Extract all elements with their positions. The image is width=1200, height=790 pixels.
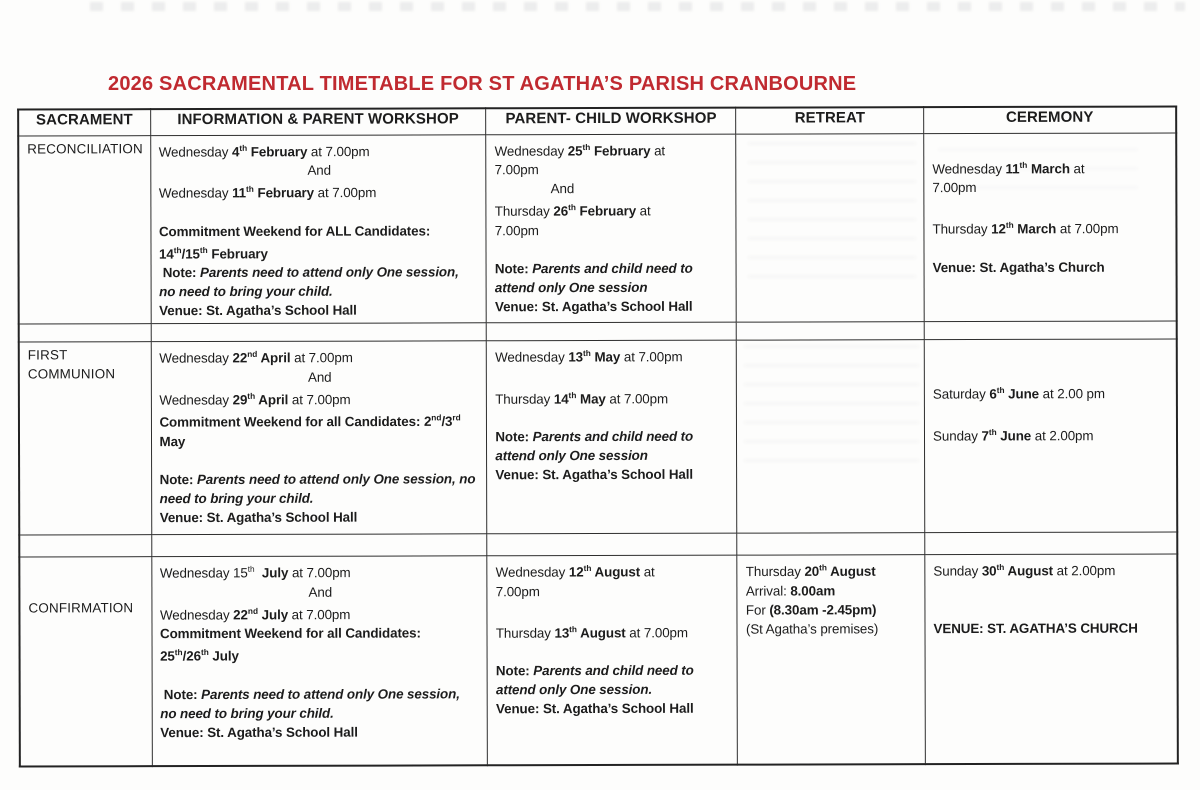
text-segment: July xyxy=(208,648,239,664)
spacer-cell xyxy=(737,322,925,340)
text-segment: Parents need to attend only One session, no xyxy=(196,471,476,487)
cell-line xyxy=(496,642,731,662)
cell-line xyxy=(160,582,481,602)
timetable-row xyxy=(19,339,1178,535)
text-segment: Note: xyxy=(495,429,533,445)
text-segment: Note: xyxy=(494,261,533,277)
cell-line xyxy=(495,160,730,180)
text-segment: 30 xyxy=(981,563,997,579)
text-segment: 7.00pm xyxy=(932,180,977,196)
text-segment: Thursday xyxy=(932,221,992,238)
cell-line xyxy=(933,362,1170,382)
cell-line xyxy=(495,367,730,387)
sacrament-cell xyxy=(18,136,150,325)
text-segment: 12 xyxy=(568,564,584,580)
text-segment: th xyxy=(1005,220,1014,231)
text-segment: March xyxy=(1027,161,1070,177)
cell-line xyxy=(496,582,731,602)
timetable-row xyxy=(19,554,1178,766)
cell-line xyxy=(933,599,1170,619)
text-segment: th xyxy=(583,563,592,574)
cell-line xyxy=(932,216,1169,239)
cell-line xyxy=(495,297,730,317)
spacer-cell xyxy=(487,534,737,557)
text-segment: Commitment Weekend for all Candidates: xyxy=(159,625,421,642)
text-segment: Venue: St. Agatha’s Church xyxy=(932,259,1105,276)
cell-line xyxy=(159,409,480,432)
timetable-table xyxy=(17,105,1179,767)
column-header: PARENT- CHILD WORKSHOP xyxy=(486,108,736,135)
text-segment: February xyxy=(247,144,308,160)
cell-line xyxy=(159,180,480,203)
column-header: CEREMONY xyxy=(924,106,1177,133)
text-segment: Wednesday 15 xyxy=(159,565,248,582)
cell-line xyxy=(160,601,481,624)
cell-line xyxy=(495,446,730,466)
text-segment: at 7.00pm xyxy=(605,391,669,407)
text-segment: at xyxy=(640,564,655,580)
cell-line xyxy=(160,469,481,489)
text-segment: th xyxy=(819,562,827,573)
text-segment: (8.30am -2.45pm) xyxy=(769,602,877,618)
cell-line xyxy=(27,139,144,158)
text-segment: June xyxy=(1004,386,1040,402)
cell-line xyxy=(160,488,481,508)
spacer-cell xyxy=(737,533,925,555)
info-cell xyxy=(151,341,487,535)
retreat-cell xyxy=(737,340,925,533)
cell-line xyxy=(28,561,145,580)
text-segment: VENUE: ST. AGATHA’S CHURCH xyxy=(933,620,1138,636)
cell-line xyxy=(160,665,481,685)
text-segment: And xyxy=(307,163,331,179)
ceremony-cell xyxy=(924,339,1177,533)
text-segment: at 2.00pm xyxy=(1052,563,1116,579)
text-segment: Commitment Weekend for ALL Candidates: xyxy=(158,223,431,240)
cell-line xyxy=(159,431,480,451)
spacer-cell xyxy=(151,323,487,342)
text-segment: th xyxy=(568,202,576,213)
text-segment: Venue: St. Agatha’s School Hall xyxy=(495,467,693,483)
text-segment: 26 xyxy=(553,204,569,220)
cell-line xyxy=(496,680,731,700)
text-segment: 7.00pm xyxy=(494,223,539,239)
cell-line xyxy=(496,620,731,643)
column-header: RETREAT xyxy=(736,107,924,134)
text-segment: Wednesday xyxy=(159,392,233,408)
text-segment: th xyxy=(246,184,254,195)
text-segment: 2 xyxy=(423,414,432,430)
cell-line xyxy=(160,560,481,583)
text-segment: th xyxy=(173,245,182,256)
info-cell xyxy=(151,556,487,766)
text-segment: July xyxy=(257,607,289,623)
text-segment: RECONCILIATION xyxy=(27,141,143,157)
text-segment: at xyxy=(650,143,666,159)
cell-line xyxy=(746,559,919,582)
text-segment: May xyxy=(576,391,606,407)
cell-line xyxy=(160,450,481,470)
text-segment: May xyxy=(159,433,186,449)
cell-line xyxy=(159,345,480,368)
text-segment: June xyxy=(996,428,1032,444)
spacer-cell xyxy=(19,535,151,557)
text-segment: /3 xyxy=(441,414,453,430)
cell-line xyxy=(159,221,480,241)
text-segment: 20 xyxy=(804,564,820,580)
text-segment: Sunday xyxy=(933,428,982,444)
sacrament-cell xyxy=(19,342,152,535)
cell-line xyxy=(28,346,145,365)
text-segment: th xyxy=(247,390,256,401)
column-header: INFORMATION & PARENT WORKSHOP xyxy=(150,108,486,135)
spacer-cell xyxy=(924,321,1177,340)
text-segment: August xyxy=(576,625,626,641)
cell-line xyxy=(160,684,481,704)
cell-line xyxy=(495,179,730,199)
text-segment: th xyxy=(996,385,1005,396)
cell-line xyxy=(159,161,480,181)
cell-line xyxy=(495,259,730,279)
text-segment: 7.00pm xyxy=(494,162,539,178)
spacer-cell xyxy=(19,324,151,342)
cell-line xyxy=(159,263,480,283)
text-segment: at 7.00pm xyxy=(290,350,353,366)
cell-line xyxy=(28,580,145,599)
cell-line xyxy=(160,624,481,644)
cell-line xyxy=(746,581,919,600)
spacer-cell xyxy=(487,323,737,342)
cell-line xyxy=(933,580,1170,600)
text-segment: at 2.00 pm xyxy=(1039,386,1105,402)
text-segment: th xyxy=(239,142,248,153)
text-segment: 14 xyxy=(553,391,569,407)
column-header: SACRAMENT xyxy=(18,109,150,136)
ceremony-cell xyxy=(925,554,1178,764)
cell-line xyxy=(159,282,480,302)
spacer-row xyxy=(19,532,1177,557)
cell-line xyxy=(496,661,731,681)
cell-line xyxy=(28,365,145,384)
text-segment: February xyxy=(575,203,637,219)
cell-line xyxy=(932,137,1169,157)
text-segment: February xyxy=(590,143,651,159)
retreat-cell xyxy=(737,555,925,764)
text-segment: August xyxy=(591,564,641,580)
text-segment: 29 xyxy=(232,392,248,408)
text-segment: 12 xyxy=(991,221,1006,237)
cell-line xyxy=(934,618,1171,638)
page-title: 2026 SACRAMENTAL TIMETABLE FOR ST AGATHA’S PARISH CRANBOURNE xyxy=(108,73,857,95)
cell-line xyxy=(933,422,1170,445)
text-segment: at 2.00pm xyxy=(1031,428,1094,444)
cell-line xyxy=(933,403,1170,423)
text-segment: no need to bring your child. xyxy=(160,705,334,721)
retreat-cell xyxy=(736,134,924,323)
text-segment: th xyxy=(988,426,997,437)
cell-line xyxy=(933,257,1170,277)
cell-line xyxy=(933,558,1170,581)
text-segment: CONFIRMATION xyxy=(28,600,134,616)
cell-line xyxy=(495,465,730,485)
cell-line xyxy=(159,386,480,409)
text-segment: th xyxy=(582,348,591,359)
timetable-row xyxy=(18,133,1176,324)
text-segment: 13 xyxy=(568,349,584,365)
cell-line xyxy=(746,600,919,619)
text-segment: 11 xyxy=(232,185,247,201)
cell-line xyxy=(159,367,480,387)
text-segment: Wednesday xyxy=(495,564,569,581)
text-segment: Venue: St. Agatha’s School Hall xyxy=(496,701,694,717)
text-segment: Venue: St. Agatha’s School Hall xyxy=(494,298,693,315)
text-segment: Commitment Weekend for all Candidates: xyxy=(159,414,424,430)
text-segment: at 7.00pm xyxy=(288,606,351,623)
text-segment: th xyxy=(174,647,183,658)
text-segment: Wednesday xyxy=(159,350,233,367)
text-segment: Wednesday xyxy=(494,143,568,159)
text-segment: Arrival: xyxy=(745,583,791,599)
text-segment: Thursday xyxy=(495,625,555,641)
cell-line xyxy=(933,381,1170,404)
text-segment: /26 xyxy=(182,648,201,664)
text-segment: at xyxy=(636,203,651,219)
text-segment: th xyxy=(1019,159,1028,170)
cell-line xyxy=(932,197,1169,217)
cell-line xyxy=(496,601,731,621)
text-segment: Wednesday xyxy=(158,185,233,202)
text-segment: Parents and child need to xyxy=(533,663,694,679)
text-segment: Venue: St. Agatha’s School Hall xyxy=(160,724,358,740)
spacer-cell xyxy=(925,532,1178,555)
text-segment: Saturday xyxy=(932,386,990,402)
text-segment: For xyxy=(745,602,770,618)
text-segment: August xyxy=(1004,563,1054,579)
ceremony-cell xyxy=(924,133,1177,322)
cell-line xyxy=(495,198,730,221)
sacrament-cell xyxy=(19,557,152,766)
text-segment: at 7.00pm xyxy=(1056,221,1119,237)
text-segment: at 7.00pm xyxy=(313,185,377,201)
text-segment: 14 xyxy=(159,246,174,262)
cell-line xyxy=(495,408,730,428)
cell-line xyxy=(746,619,919,638)
text-segment: Parents and child need to xyxy=(532,429,694,445)
text-segment: need to bring your child. xyxy=(159,490,314,506)
text-segment: Parents need to attend only One session, xyxy=(200,264,459,281)
parent-child-cell xyxy=(487,556,738,766)
text-segment: Sunday xyxy=(933,563,982,579)
text-segment: FIRST xyxy=(27,347,68,363)
spacer-cell xyxy=(151,534,487,557)
cell-line xyxy=(495,240,730,260)
text-segment: Wednesday xyxy=(495,349,569,366)
cell-line xyxy=(495,427,730,447)
cell-line xyxy=(159,202,480,222)
text-segment: And xyxy=(308,584,333,600)
header-row xyxy=(18,106,1176,136)
cell-line xyxy=(159,240,480,263)
text-segment: Venue: St. Agatha’s School Hall xyxy=(159,303,357,319)
cell-line xyxy=(933,238,1170,258)
text-segment: Wednesday xyxy=(932,161,1006,177)
text-segment: April xyxy=(257,350,291,366)
text-segment: August xyxy=(826,564,876,580)
text-segment: Note: xyxy=(159,471,197,487)
text-segment: nd xyxy=(431,412,442,423)
text-segment: March xyxy=(1013,221,1057,237)
text-segment: Note: xyxy=(160,686,202,702)
text-segment: Parents need to attend only One session, xyxy=(201,686,460,702)
text-segment: Note: xyxy=(495,663,534,679)
cell-line xyxy=(495,344,730,367)
scan-bleed-artifact xyxy=(90,2,1185,11)
text-segment: July xyxy=(261,565,289,581)
info-cell xyxy=(150,135,486,324)
text-segment: Thursday xyxy=(745,564,805,580)
text-segment: th xyxy=(200,647,209,658)
cell-line xyxy=(495,386,730,409)
text-segment: May xyxy=(590,349,621,365)
text-segment: th xyxy=(569,623,578,634)
text-segment: th xyxy=(582,142,591,153)
cell-line xyxy=(933,343,1170,363)
text-segment: 22 xyxy=(232,350,248,366)
text-segment: 4 xyxy=(231,144,240,160)
text-segment: th xyxy=(199,244,208,255)
text-segment: COMMUNION xyxy=(27,366,116,382)
cell-line xyxy=(495,138,730,161)
text-segment: 11 xyxy=(1005,161,1020,177)
text-segment: at 7.00pm xyxy=(288,391,351,408)
cell-line xyxy=(495,221,730,241)
text-segment: Wednesday xyxy=(159,607,234,623)
text-segment: 7 xyxy=(981,428,989,444)
text-segment: (St Agatha’s premises) xyxy=(745,621,879,637)
text-segment: Note: xyxy=(159,265,201,281)
parent-child-cell xyxy=(487,341,738,535)
cell-line xyxy=(160,703,481,723)
text-segment: Parents and child need to xyxy=(532,260,693,277)
parent-child-cell xyxy=(486,134,737,323)
cell-line xyxy=(496,559,731,582)
text-segment: attend only One session xyxy=(495,448,648,464)
text-segment: at 7.00pm xyxy=(288,565,351,581)
text-segment: 25 xyxy=(567,143,583,159)
text-segment: And xyxy=(307,369,332,385)
cell-line xyxy=(160,643,481,666)
text-segment: February xyxy=(253,185,315,201)
text-segment: nd xyxy=(247,605,259,616)
text-segment: th xyxy=(996,562,1005,573)
text-segment: nd xyxy=(247,349,258,360)
text-segment: at 7.00pm xyxy=(307,144,370,160)
text-segment: 8.00am xyxy=(790,583,836,599)
text-segment: at 7.00pm xyxy=(625,625,688,641)
text-segment: rd xyxy=(452,412,461,423)
text-segment: Wednesday xyxy=(158,144,232,160)
text-segment: no need to bring your child. xyxy=(159,284,333,300)
cell-line xyxy=(495,278,730,298)
cell-line xyxy=(28,599,145,618)
cell-line xyxy=(160,507,481,527)
text-segment: /15 xyxy=(181,246,200,262)
cell-line xyxy=(159,301,480,321)
cell-line xyxy=(159,138,480,161)
text-segment xyxy=(255,566,262,581)
text-segment: attend only One session xyxy=(494,279,648,296)
cell-line xyxy=(496,699,731,719)
text-segment: th xyxy=(247,564,255,575)
text-segment: Thursday xyxy=(494,204,554,220)
cell-line xyxy=(932,156,1169,179)
text-segment: 22 xyxy=(233,607,248,623)
text-segment: 25 xyxy=(160,648,175,664)
text-segment: at xyxy=(1069,161,1085,177)
cell-line xyxy=(932,178,1169,198)
text-segment: Venue: St. Agatha’s School Hall xyxy=(159,509,358,525)
text-segment: 6 xyxy=(989,386,997,402)
text-segment: 13 xyxy=(554,625,570,641)
text-segment: th xyxy=(568,389,577,400)
text-segment: Thursday xyxy=(495,391,554,407)
text-segment: February xyxy=(207,246,268,262)
text-segment: at 7.00pm xyxy=(620,349,683,365)
text-segment: And xyxy=(550,181,575,197)
text-segment: attend only One session. xyxy=(495,682,653,698)
text-segment: 7.00pm xyxy=(495,584,540,600)
cell-line xyxy=(160,722,481,742)
text-segment: April xyxy=(255,392,289,408)
